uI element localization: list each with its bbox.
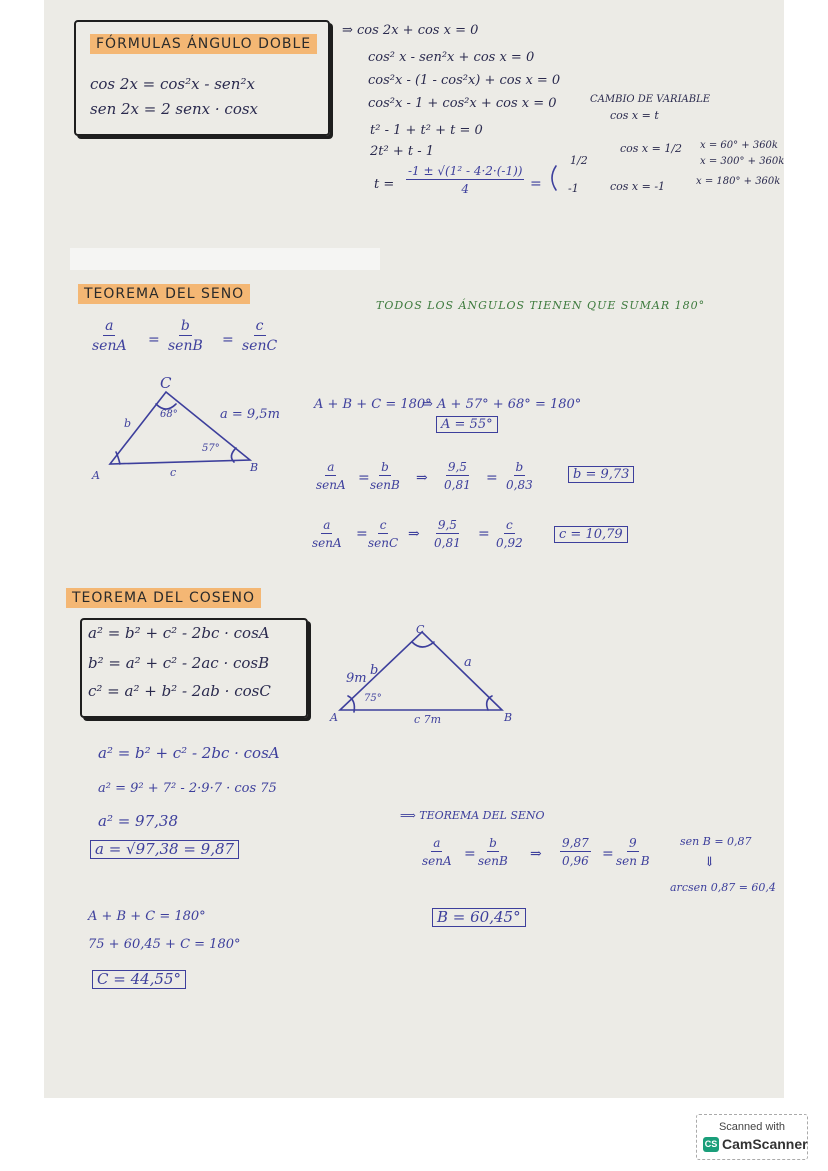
c-eq-frac-2: c senC <box>368 518 399 550</box>
solution-180: x = 180° + 360k <box>696 176 781 187</box>
sine-tri-angle-C: 68° <box>160 409 178 420</box>
cos-step-1: a² = b² + c² - 2bc · cosA <box>98 744 280 762</box>
camscanner-logo-icon: CS <box>703 1137 719 1152</box>
b-eq-equals-2: = <box>486 470 498 486</box>
solution-60: x = 60° + 360k <box>700 140 778 151</box>
B-result: B = 60,45° <box>432 908 526 927</box>
cos-sine-frac-4: 9 sen B <box>616 836 650 868</box>
t-equals: = <box>530 176 542 192</box>
sine-tri-side-c: c <box>170 466 177 479</box>
change-variable-value: cos x = t <box>610 109 659 122</box>
law-b-over-senB: b senB <box>168 318 203 354</box>
step-6: 2t² + t - 1 <box>370 144 435 159</box>
c-eq-frac-4: $\frac{c}{0,92}$ <box>496 518 523 550</box>
cos-tri-side-a: a <box>464 655 472 670</box>
c-eq-frac-3: $\frac{9,5}{0,81}$ <box>434 518 461 550</box>
step-1: ⇒ cos 2x + cos x = 0 <box>342 23 479 38</box>
cos-step-3: a² = 97,38 <box>98 812 179 830</box>
angle-calc: ⇒ A + 57° + 68° = 180° <box>422 397 582 412</box>
root-minus-one: -1 <box>568 182 579 195</box>
sine-tri-side-b: b <box>124 417 132 430</box>
C-step-1: A + B + C = 180° <box>88 909 206 924</box>
C-result: C = 44,55° <box>92 970 186 989</box>
cos-sine-frac-3: $\frac{9,87}{0,96}$ <box>562 836 589 868</box>
to-sine-theorem: ⟹ TEOREMA DEL SENO <box>400 809 545 822</box>
step-2: cos² x - sen²x + cos x = 0 <box>368 50 535 65</box>
senB-value: sen B = 0,87 <box>680 835 752 848</box>
sine-tri-vertex-B: B <box>250 461 259 474</box>
law-a-over-senA: a senA <box>92 318 127 354</box>
double-angle-heading: FÓRMULAS ÁNGULO DOBLE <box>90 34 317 54</box>
cos-tri-side-c: c 7m <box>414 713 442 726</box>
sine-tri-vertex-A: A <box>92 469 100 482</box>
C-step-2: 75 + 60,45 + C = 180° <box>88 937 241 952</box>
camscanner-brand: CamScanner <box>722 1136 808 1152</box>
cos-half: cos x = 1/2 <box>620 142 683 155</box>
c-eq-implies: ⇒ <box>408 526 420 542</box>
b-eq-implies: ⇒ <box>416 470 428 486</box>
notebook-page <box>44 0 784 1098</box>
cos-sine-frac-2: b senB <box>478 836 508 868</box>
t-quadratic-fraction: $\frac{\text{-1 ± √(1² - 4·2·(-1))}}{4}$ <box>408 164 523 196</box>
cos-tri-side-b-length: 9m <box>346 671 367 686</box>
cos-minus-one: cos x = -1 <box>610 180 666 193</box>
solution-300: x = 300° + 360k <box>700 156 784 167</box>
cos-tri-vertex-C: C <box>416 623 425 636</box>
c-eq-equals-1: = <box>356 526 368 542</box>
camscanner-watermark <box>696 1114 808 1160</box>
scanned-with-text: Scanned with <box>718 1121 786 1133</box>
cosine-theorem-heading: TEOREMA DEL COSENO <box>66 588 261 608</box>
angle-A-result: A = 55° <box>436 416 498 433</box>
sine-tri-side-a: a = 9,5m <box>220 407 280 422</box>
step-4: cos²x - 1 + cos²x + cos x = 0 <box>368 96 557 111</box>
cosine-law-b: b² = a² + c² - 2ac · cosB <box>88 654 270 672</box>
change-variable-title: CAMBIO DE VARIABLE <box>590 94 711 105</box>
cos-sine-equals-2: = <box>602 846 614 862</box>
cos-double-formula: cos 2x = cos²x - sen²x <box>90 75 255 93</box>
sen-double-formula: sen 2x = 2 senx · cosx <box>90 100 259 118</box>
arcsen-value: arcsen 0,87 = 60,4 <box>670 881 776 894</box>
sine-tri-vertex-C: C <box>160 374 172 392</box>
cos-sine-equals-1: = <box>464 846 476 862</box>
cosine-law-a: a² = b² + c² - 2bc · cosA <box>88 624 270 642</box>
cosine-law-c: c² = a² + b² - 2ab · cosC <box>88 682 271 700</box>
a-result: a = √97,38 = 9,87 <box>90 840 239 859</box>
angles-sum-note: TODOS LOS ÁNGULOS TIENEN QUE SUMAR 180° <box>376 299 706 312</box>
b-eq-frac-3: $\frac{9,5}{0,81}$ <box>444 460 471 492</box>
law-eq-2: = <box>222 332 234 348</box>
cos-sine-implies: ⇒ <box>530 846 542 862</box>
law-eq-1: = <box>148 332 160 348</box>
b-result: b = 9,73 <box>568 466 634 483</box>
cos-sine-frac-1: a senA <box>422 836 452 868</box>
cos-tri-vertex-B: B <box>504 711 513 724</box>
step-5: t² - 1 + t² + t = 0 <box>370 123 483 138</box>
down-arrow: ⇓ <box>704 855 715 870</box>
b-eq-frac-4: $\frac{b}{0,83}$ <box>506 460 533 492</box>
law-c-over-senC: c senC <box>242 318 278 354</box>
b-eq-frac-2: b senB <box>370 460 400 492</box>
c-eq-frac-1: a senA <box>312 518 342 550</box>
cos-tri-side-b: b <box>370 663 379 678</box>
c-eq-equals-2: = <box>478 526 490 542</box>
sine-theorem-heading: TEOREMA DEL SENO <box>78 284 250 304</box>
triangle-drawings <box>44 0 784 1098</box>
sine-tri-angle-B: 57° <box>202 443 220 454</box>
cos-step-2: a² = 9² + 7² - 2·9·7 · cos 75 <box>98 781 277 796</box>
step-3: cos²x - (1 - cos²x) + cos x = 0 <box>368 73 561 88</box>
c-result: c = 10,79 <box>554 526 628 543</box>
root-half: 1/2 <box>570 154 588 167</box>
angle-sum: A + B + C = 180° <box>314 397 432 412</box>
t-lhs: t = <box>374 177 395 192</box>
cos-tri-angle-A: 75° <box>364 693 382 704</box>
b-eq-equals-1: = <box>358 470 370 486</box>
cos-tri-vertex-A: A <box>330 711 338 724</box>
b-eq-frac-1: a senA <box>316 460 346 492</box>
